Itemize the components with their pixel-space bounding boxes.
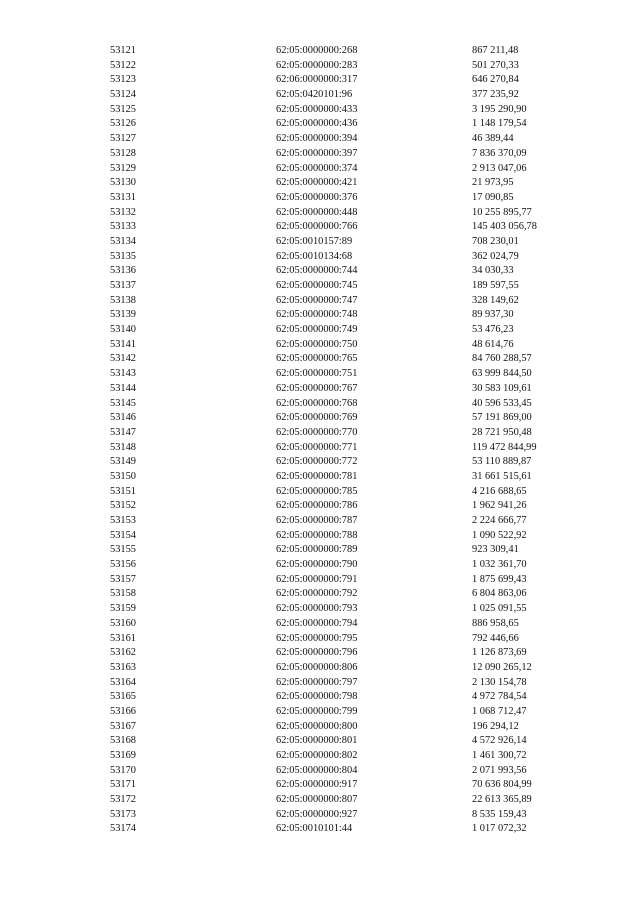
row-number: 53170 [110, 764, 136, 776]
table-row [0, 514, 640, 529]
table-row [0, 103, 640, 118]
cadastral-number: 62:05:0010101:44 [276, 823, 353, 835]
amount-value: 57 191 869,00 [472, 412, 532, 424]
table-row [0, 587, 640, 602]
row-number: 53157 [110, 573, 136, 585]
cadastral-number: 62:05:0420101:96 [276, 89, 353, 101]
cadastral-number: 62:05:0000000:795 [276, 632, 358, 644]
table-row [0, 382, 640, 397]
row-number: 53167 [110, 720, 136, 732]
row-number: 53154 [110, 529, 136, 541]
row-number: 53165 [110, 691, 136, 703]
row-number: 53156 [110, 559, 136, 571]
amount-value: 1 090 522,92 [472, 529, 527, 541]
cadastral-number: 62:05:0000000:448 [276, 206, 358, 218]
row-number: 53132 [110, 206, 136, 218]
row-number: 53158 [110, 588, 136, 600]
row-number: 53138 [110, 294, 136, 306]
table-row [0, 323, 640, 338]
amount-value: 1 148 179,54 [472, 118, 527, 130]
cadastral-number: 62:05:0000000:807 [276, 794, 358, 806]
amount-value: 48 614,76 [472, 338, 514, 350]
amount-value: 4 216 688,65 [472, 485, 527, 497]
row-number: 53174 [110, 823, 136, 835]
row-number: 53169 [110, 750, 136, 761]
amount-value: 31 661 515,61 [472, 470, 532, 482]
cadastral-number: 62:05:0000000:927 [276, 808, 358, 820]
cadastral-number: 62:05:0010157:89 [276, 235, 353, 247]
cadastral-number: 62:05:0000000:806 [276, 661, 358, 673]
table-row [0, 279, 640, 294]
amount-value: 328 149,62 [472, 294, 519, 306]
table-row [0, 705, 640, 720]
amount-value: 2 913 047,06 [472, 162, 527, 174]
table-row [0, 690, 640, 705]
cadastral-number: 62:05:0000000:790 [276, 559, 358, 571]
cadastral-number: 62:05:0000000:771 [276, 441, 358, 453]
row-number: 53149 [110, 456, 136, 468]
cadastral-number: 62:05:0000000:796 [276, 647, 358, 659]
cadastral-number: 62:05:0000000:436 [276, 118, 358, 130]
cadastral-number: 62:05:0000000:804 [276, 764, 358, 776]
table-row [0, 264, 640, 279]
row-number: 53126 [110, 118, 136, 130]
table-row [0, 720, 640, 735]
table-row [0, 778, 640, 793]
cadastral-number: 62:05:0000000:798 [276, 691, 358, 703]
amount-value: 1 875 699,43 [472, 573, 527, 585]
cadastral-number: 62:05:0000000:374 [276, 162, 358, 174]
amount-value: 708 230,01 [472, 235, 519, 247]
table-row [0, 602, 640, 617]
amount-value: 21 973,95 [472, 177, 514, 189]
row-number: 53166 [110, 705, 136, 717]
cadastral-number: 62:05:0000000:268 [276, 45, 358, 56]
row-number: 53143 [110, 368, 136, 380]
cadastral-number: 62:05:0000000:787 [276, 515, 358, 526]
row-number: 53146 [110, 412, 136, 424]
table-row [0, 176, 640, 191]
amount-value: 84 760 288,57 [472, 353, 532, 365]
table-row [0, 411, 640, 426]
amount-value: 196 294,12 [472, 720, 519, 732]
amount-value: 1 461 300,72 [472, 750, 527, 761]
cadastral-number: 62:05:0000000:283 [276, 59, 358, 71]
table-row [0, 734, 640, 749]
row-number: 53130 [110, 177, 136, 189]
row-number: 53129 [110, 162, 136, 174]
amount-value: 1 025 091,55 [472, 603, 527, 615]
cadastral-number: 62:05:0000000:917 [276, 779, 358, 791]
row-number: 53137 [110, 280, 136, 291]
table-row [0, 250, 640, 265]
row-number: 53121 [110, 45, 136, 56]
row-number: 53123 [110, 74, 136, 86]
amount-value: 28 721 950,48 [472, 426, 532, 438]
table-row [0, 617, 640, 632]
cadastral-number: 62:05:0000000:744 [276, 265, 358, 277]
table-row [0, 822, 640, 837]
row-number: 53173 [110, 808, 136, 820]
amount-value: 792 446,66 [472, 632, 519, 644]
cadastral-number: 62:05:0000000:767 [276, 382, 358, 394]
cadastral-number: 62:05:0000000:394 [276, 133, 358, 145]
amount-value: 70 636 804,99 [472, 779, 532, 791]
table-row [0, 352, 640, 367]
amount-value: 145 403 056,78 [472, 221, 537, 233]
row-number: 53134 [110, 235, 136, 247]
table-row [0, 117, 640, 132]
cadastral-number: 62:05:0000000:789 [276, 544, 358, 556]
amount-value: 4 572 926,14 [472, 735, 527, 747]
table-row [0, 397, 640, 412]
row-number: 53171 [110, 779, 136, 791]
row-number: 53148 [110, 441, 136, 453]
cadastral-number: 62:05:0000000:747 [276, 294, 358, 306]
table-row [0, 206, 640, 221]
row-number: 53135 [110, 250, 136, 262]
amount-value: 12 090 265,12 [472, 661, 532, 673]
table-row [0, 308, 640, 323]
amount-value: 2 130 154,78 [472, 676, 527, 688]
table-row [0, 59, 640, 74]
cadastral-number: 62:05:0000000:770 [276, 426, 358, 438]
table-row [0, 235, 640, 250]
amount-value: 34 030,33 [472, 265, 514, 277]
amount-value: 867 211,48 [472, 45, 519, 56]
amount-value: 53 110 889,87 [472, 456, 532, 468]
cadastral-number: 62:05:0000000:768 [276, 397, 358, 409]
amount-value: 2 224 666,77 [472, 515, 527, 526]
amount-value: 30 583 109,61 [472, 382, 532, 394]
table-row [0, 646, 640, 661]
table-row [0, 676, 640, 691]
row-number: 53122 [110, 59, 136, 71]
cadastral-number: 62:05:0000000:793 [276, 603, 358, 615]
table-row [0, 793, 640, 808]
table-row [0, 367, 640, 382]
cadastral-number: 62:05:0000000:745 [276, 280, 358, 291]
cadastral-number: 62:05:0000000:802 [276, 750, 358, 761]
row-number: 53155 [110, 544, 136, 556]
row-number: 53161 [110, 632, 136, 644]
row-number: 53131 [110, 191, 136, 203]
table-row [0, 470, 640, 485]
row-number: 53127 [110, 133, 136, 145]
amount-value: 6 804 863,06 [472, 588, 527, 600]
cadastral-number: 62:05:0000000:785 [276, 485, 358, 497]
row-number: 53125 [110, 103, 136, 115]
table-row [0, 441, 640, 456]
amount-value: 923 309,41 [472, 544, 519, 556]
row-number: 53144 [110, 382, 136, 394]
table-row [0, 88, 640, 103]
row-number: 53164 [110, 676, 136, 688]
table-row [0, 529, 640, 544]
row-number: 53152 [110, 500, 136, 512]
cadastral-number: 62:05:0000000:749 [276, 324, 358, 336]
table-row [0, 485, 640, 500]
table-row [0, 661, 640, 676]
cadastral-number: 62:05:0000000:801 [276, 735, 358, 747]
table-row [0, 44, 640, 59]
amount-value: 1 017 072,32 [472, 823, 527, 835]
amount-value: 1 068 712,47 [472, 705, 527, 717]
row-number: 53172 [110, 794, 136, 806]
table-row [0, 73, 640, 88]
cadastral-number: 62:05:0000000:791 [276, 573, 358, 585]
row-number: 53140 [110, 324, 136, 336]
amount-value: 10 255 895,77 [472, 206, 532, 218]
cadastral-number: 62:05:0000000:781 [276, 470, 358, 482]
amount-value: 501 270,33 [472, 59, 519, 71]
row-number: 53139 [110, 309, 136, 321]
row-number: 53124 [110, 89, 136, 101]
table-row [0, 808, 640, 823]
table-row [0, 499, 640, 514]
cadastral-number: 62:05:0000000:772 [276, 456, 358, 468]
cadastral-number: 62:05:0000000:750 [276, 338, 358, 350]
amount-value: 2 071 993,56 [472, 764, 527, 776]
amount-value: 189 597,55 [472, 280, 519, 291]
amount-value: 63 999 844,50 [472, 368, 532, 380]
table-row [0, 426, 640, 441]
table-row [0, 162, 640, 177]
table-row [0, 543, 640, 558]
table-row [0, 558, 640, 573]
table-row [0, 632, 640, 647]
cadastral-number: 62:05:0000000:797 [276, 676, 358, 688]
row-number: 53153 [110, 515, 136, 526]
row-number: 53150 [110, 470, 136, 482]
table-row [0, 338, 640, 353]
amount-value: 8 535 159,43 [472, 808, 527, 820]
amount-value: 53 476,23 [472, 324, 514, 336]
amount-value: 646 270,84 [472, 74, 519, 86]
table-row [0, 455, 640, 470]
row-number: 53159 [110, 603, 136, 615]
cadastral-number: 62:05:0000000:769 [276, 412, 358, 424]
table-row [0, 191, 640, 206]
cadastral-number: 62:06:0000000:317 [276, 74, 358, 86]
table-row [0, 764, 640, 779]
cadastral-number: 62:05:0000000:397 [276, 147, 358, 159]
cadastral-number: 62:05:0000000:766 [276, 221, 358, 233]
row-number: 53145 [110, 397, 136, 409]
amount-value: 4 972 784,54 [472, 691, 527, 703]
row-number: 53141 [110, 338, 136, 350]
amount-value: 17 090,85 [472, 191, 514, 203]
table-row [0, 220, 640, 235]
row-number: 53133 [110, 221, 136, 233]
cadastral-number: 62:05:0000000:799 [276, 705, 358, 717]
amount-value: 377 235,92 [472, 89, 519, 101]
amount-value: 1 126 873,69 [472, 647, 527, 659]
amount-value: 7 836 370,09 [472, 147, 527, 159]
amount-value: 46 389,44 [472, 133, 514, 145]
document-table [0, 44, 640, 837]
row-number: 53147 [110, 426, 136, 438]
table-row [0, 147, 640, 162]
row-number: 53162 [110, 647, 136, 659]
cadastral-number: 62:05:0000000:433 [276, 103, 358, 115]
amount-value: 1 962 941,26 [472, 500, 527, 512]
cadastral-number: 62:05:0000000:788 [276, 529, 358, 541]
row-number: 53151 [110, 485, 136, 497]
cadastral-number: 62:05:0000000:792 [276, 588, 358, 600]
cadastral-number: 62:05:0010134:68 [276, 250, 353, 262]
amount-value: 362 024,79 [472, 250, 519, 262]
cadastral-number: 62:05:0000000:765 [276, 353, 358, 365]
amount-value: 89 937,30 [472, 309, 514, 321]
table-row [0, 294, 640, 309]
amount-value: 1 032 361,70 [472, 559, 527, 571]
cadastral-number: 62:05:0000000:748 [276, 309, 358, 321]
amount-value: 3 195 290,90 [472, 103, 527, 115]
table-row [0, 749, 640, 764]
amount-value: 119 472 844,99 [472, 441, 537, 453]
cadastral-number: 62:05:0000000:786 [276, 500, 358, 512]
row-number: 53128 [110, 147, 136, 159]
amount-value: 886 958,65 [472, 617, 519, 629]
cadastral-number: 62:05:0000000:751 [276, 368, 358, 380]
row-number: 53168 [110, 735, 136, 747]
row-number: 53136 [110, 265, 136, 277]
row-number: 53142 [110, 353, 136, 365]
cadastral-number: 62:05:0000000:800 [276, 720, 358, 732]
cadastral-number: 62:05:0000000:794 [276, 617, 358, 629]
table-row [0, 132, 640, 147]
cadastral-number: 62:05:0000000:376 [276, 191, 358, 203]
table-row [0, 573, 640, 588]
row-number: 53160 [110, 617, 136, 629]
cadastral-number: 62:05:0000000:421 [276, 177, 358, 189]
amount-value: 40 596 533,45 [472, 397, 532, 409]
amount-value: 22 613 365,89 [472, 794, 532, 806]
row-number: 53163 [110, 661, 136, 673]
